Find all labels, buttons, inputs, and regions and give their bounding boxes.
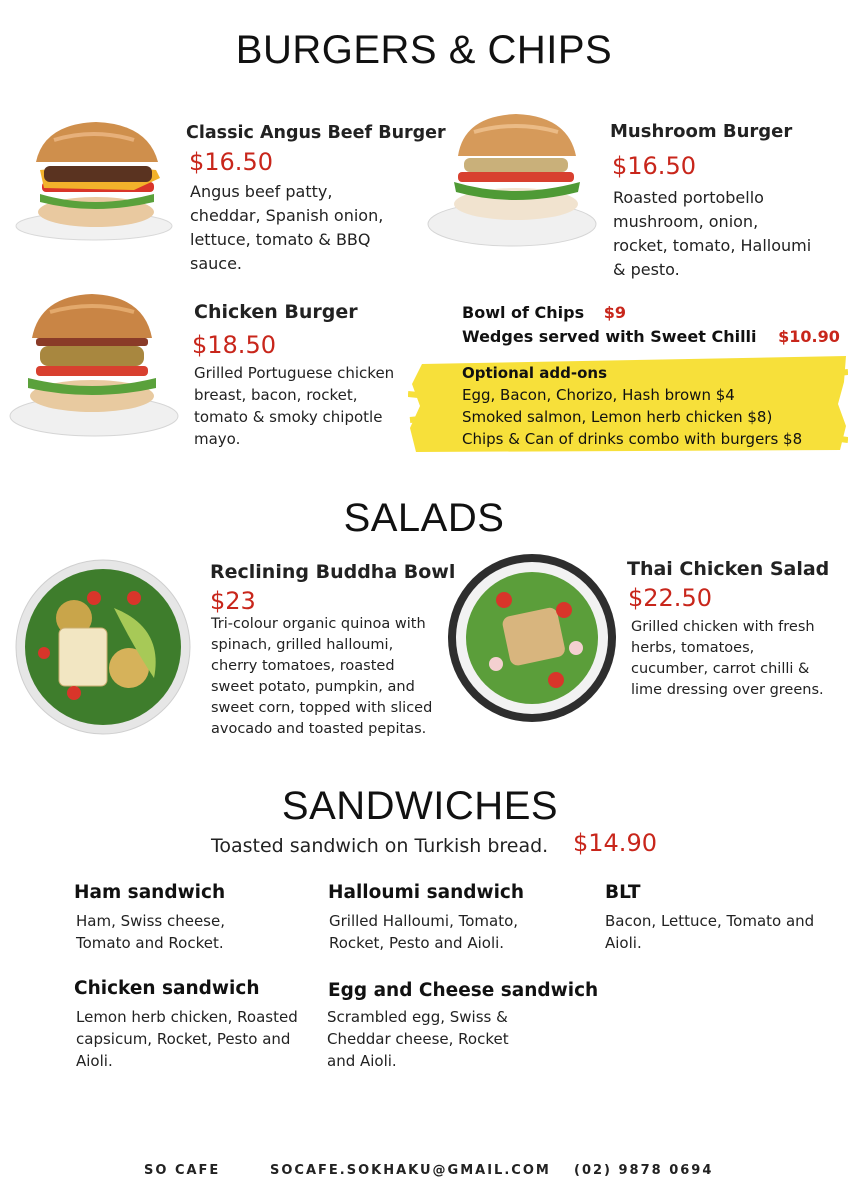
thai-chicken-salad-photo <box>446 552 618 724</box>
beef-burger-photo <box>14 118 174 243</box>
thai-chicken-salad-desc: Grilled chicken with fresh herbs, tomatoes, cucumber, carrot chilli & lime dressing over greens. <box>631 619 824 698</box>
beef-burger-name: Classic Angus Beef Burger <box>186 123 446 143</box>
chicken-burger-name: Chicken Burger <box>194 301 358 323</box>
wedges-price: $10.90 <box>778 327 840 346</box>
salads-section-title: SALADS <box>343 496 505 540</box>
chicken-burger-price: $18.50 <box>192 331 276 359</box>
halloumi-sandwich-desc: Grilled Halloumi, Tomato, Rocket, Pesto and Aioli. <box>329 912 519 952</box>
sandwiches-price: $14.90 <box>573 829 657 857</box>
beef-burger-price: $16.50 <box>189 148 273 176</box>
buddha-bowl-photo <box>14 558 192 736</box>
blt-sandwich-name: BLT <box>605 882 641 903</box>
addons-title: Optional add-ons <box>462 364 608 382</box>
ham-sandwich-desc: Ham, Swiss cheese, Tomato and Rocket. <box>76 912 225 952</box>
footer-email: SOCAFE.SOKHAKU@GMAIL.COM <box>270 1163 551 1178</box>
sandwiches-subtitle: Toasted sandwich on Turkish bread. <box>211 835 549 857</box>
ham-sandwich-name: Ham sandwich <box>74 882 226 903</box>
mushroom-burger-desc: Roasted portobello mushroom, onion, rocket, tomato, Halloumi & pesto. <box>613 188 812 279</box>
buddha-bowl-desc: Tri-colour organic quinoa with spinach, grilled halloumi, cherry tomatoes, roasted sweet potato, pumpkin, and sweet corn, topped with sliced avocado and toasted pepitas. <box>211 616 433 737</box>
chicken-sandwich-name: Chicken sandwich <box>74 978 260 999</box>
addon-line-2: Smoked salmon, Lemon herb chicken $8) <box>462 408 773 426</box>
egg-cheese-sandwich-desc: Scrambled egg, Swiss & Cheddar cheese, Rocket and Aioli. <box>327 1008 509 1070</box>
footer-phone: (02) 9878 0694 <box>574 1163 714 1178</box>
chicken-burger-photo <box>6 292 182 438</box>
addon-line-3: Chips & Can of drinks combo with burgers $8 <box>462 430 803 448</box>
buddha-bowl-price: $23 <box>210 587 256 615</box>
chicken-burger-desc: Grilled Portuguese chicken breast, bacon, rocket, tomato & smoky chipotle mayo. <box>194 364 395 448</box>
egg-cheese-sandwich-name: Egg and Cheese sandwich <box>328 980 599 1001</box>
bowl-of-chips-item <box>462 303 626 322</box>
thai-chicken-salad-price: $22.50 <box>628 584 712 612</box>
blt-sandwich-desc: Bacon, Lettuce, Tomato and Aioli. <box>605 912 815 952</box>
wedges-name: Wedges served with Sweet Chilli <box>462 327 757 346</box>
bowl-of-chips-price: $9 <box>603 303 626 322</box>
sandwiches-section-title: SANDWICHES <box>281 784 559 828</box>
chicken-sandwich-desc: Lemon herb chicken, Roasted capsicum, Rocket, Pesto and Aioli. <box>76 1008 298 1070</box>
burgers-section-title: BURGERS & CHIPS <box>235 28 613 72</box>
addon-line-1: Egg, Bacon, Chorizo, Hash brown $4 <box>462 386 735 404</box>
mushroom-burger-price: $16.50 <box>612 152 696 180</box>
beef-burger-desc: Angus beef patty, cheddar, Spanish onion, lettuce, tomato & BBQ sauce. <box>190 182 384 273</box>
mushroom-burger-name: Mushroom Burger <box>610 121 793 142</box>
thai-chicken-salad-name: Thai Chicken Salad <box>627 558 830 580</box>
buddha-bowl-name: Reclining Buddha Bowl <box>210 561 456 583</box>
halloumi-sandwich-name: Halloumi sandwich <box>328 882 525 903</box>
footer-cafe-name: SO CAFE <box>144 1163 221 1178</box>
mushroom-burger-photo <box>424 112 600 250</box>
bowl-of-chips-name: Bowl of Chips <box>462 303 585 322</box>
wedges-item <box>462 327 840 346</box>
